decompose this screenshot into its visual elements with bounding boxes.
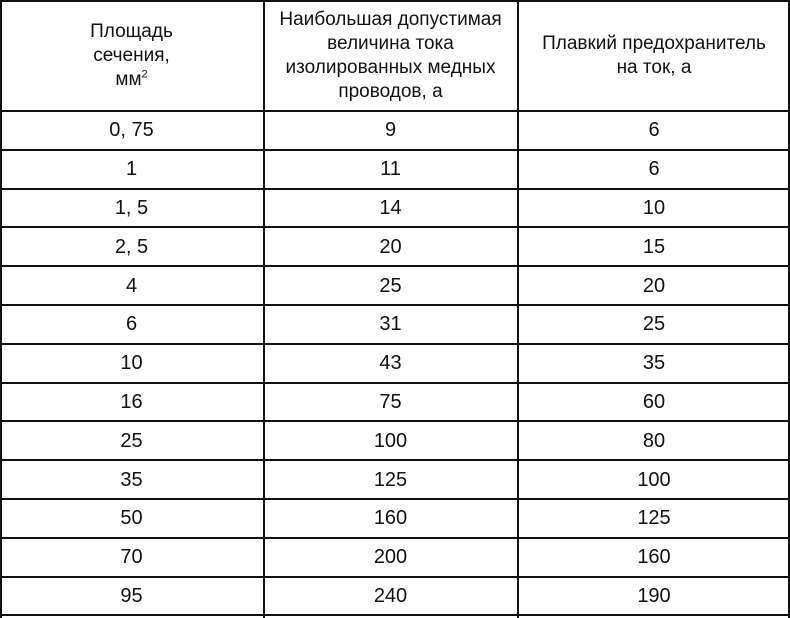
table-cell-cross-section: 70: [120, 546, 143, 569]
table-cell-fuse: 160: [637, 546, 671, 569]
row-divider: [0, 459, 790, 461]
table-cell-cross-section: 1: [125, 158, 138, 181]
row-divider: [0, 0, 790, 2]
header-fuse-line2: на ток, а: [616, 56, 692, 78]
unit-text: мм: [115, 68, 142, 90]
table-cell-fuse: 100: [637, 468, 671, 491]
table-cell-cross-section: 25: [120, 429, 143, 452]
header-cross-section-line2: сечения,: [93, 44, 170, 66]
header-fuse: [518, 0, 790, 111]
row-divider: [0, 576, 790, 578]
table-cell-cross-section: 2, 5: [114, 235, 149, 258]
table-cell-cross-section: 16: [120, 390, 143, 413]
header-max-current-line1: Наибольшая допустимая: [279, 8, 502, 30]
table-cell-max-current: 11: [380, 158, 401, 181]
header-max-current-line4: проводов, а: [338, 80, 443, 102]
row-divider: [0, 110, 790, 112]
row-divider: [0, 343, 790, 345]
header-cross-section: [0, 0, 263, 111]
row-divider: [0, 498, 790, 500]
row-divider: [0, 537, 790, 539]
header-max-current-line3: изолированных медных: [285, 56, 496, 78]
table-cell-fuse: 35: [642, 352, 666, 375]
table-cell-cross-section: 4: [125, 274, 138, 297]
table-cell-fuse: 6: [648, 119, 660, 142]
row-divider: [0, 149, 790, 151]
table-cell-max-current: 31: [379, 313, 402, 336]
table-cell-cross-section: 50: [120, 507, 143, 530]
column-divider: [0, 0, 2, 618]
column-divider: [263, 0, 265, 618]
table-cell-max-current: 125: [373, 468, 408, 491]
table-cell-fuse: 20: [642, 274, 666, 297]
table-cell-cross-section: 35: [120, 468, 143, 491]
table-cell-max-current: 100: [373, 429, 408, 452]
table-cell-fuse: 125: [637, 507, 671, 530]
header-max-current-line2: величина тока: [327, 32, 454, 54]
column-divider: [517, 0, 519, 618]
table-cell-cross-section: 0, 75: [109, 119, 154, 142]
table-cell-max-current: 200: [373, 546, 408, 569]
table-cell-fuse: 80: [642, 429, 666, 452]
table-cell-fuse: 15: [642, 235, 666, 258]
row-divider: [0, 382, 790, 384]
row-divider: [0, 265, 790, 267]
table-cell-max-current: 9: [384, 119, 397, 142]
row-divider: [0, 188, 790, 190]
table-cell-fuse: 25: [642, 313, 666, 336]
row-divider: [0, 226, 790, 228]
table-cell-max-current: 240: [373, 584, 408, 607]
header-cross-section-unit: [90, 68, 173, 92]
table-cell-fuse: 190: [637, 584, 671, 607]
table-cell-fuse: 60: [642, 390, 666, 413]
header-max-current: [263, 0, 518, 111]
table-cell-cross-section: 10: [120, 352, 143, 375]
row-divider: [0, 614, 790, 616]
table-cell-fuse: 6: [648, 158, 660, 181]
row-divider: [0, 304, 790, 306]
unit-superscript: 2: [141, 68, 148, 81]
table-cell-max-current: 43: [379, 352, 402, 375]
table-cell-max-current: 75: [379, 390, 402, 413]
table-cell-fuse: 10: [642, 196, 666, 219]
header-fuse-line1: Плавкий предохранитель: [542, 32, 766, 54]
table-cell-cross-section: 6: [125, 313, 138, 336]
table-cell-max-current: 25: [379, 274, 402, 297]
table-cell-max-current: 20: [379, 235, 402, 258]
table-cell-max-current: 160: [373, 507, 408, 530]
table-cell-cross-section: 1, 5: [114, 196, 149, 219]
table-cell-cross-section: 95: [120, 584, 143, 607]
row-divider: [0, 420, 790, 422]
header-cross-section-line1: Площадь: [90, 20, 173, 42]
table-cell-max-current: 14: [379, 196, 402, 219]
